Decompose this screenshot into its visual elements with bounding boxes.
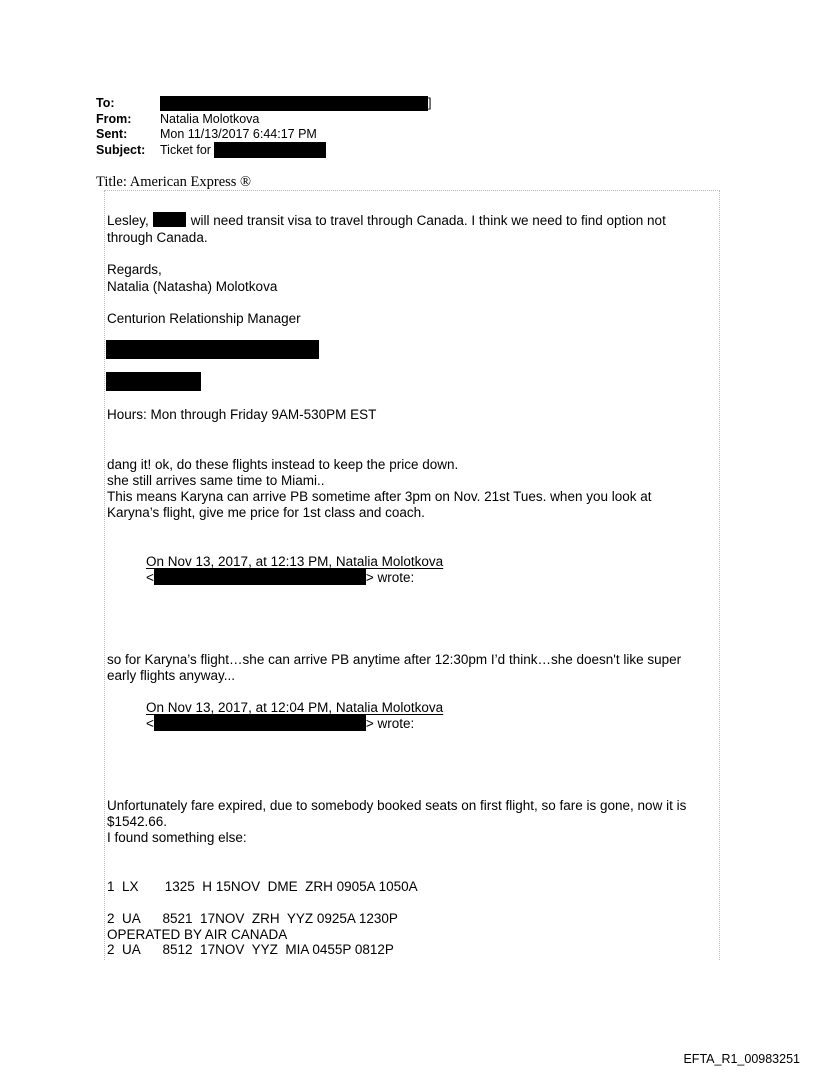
quote-1-lt: < [146,570,154,585]
quote-1-email-redaction [154,569,366,585]
body-line-1-rest: will need transit visa to travel through Canada. I think we need to find option not [190,213,666,228]
greeting: Lesley, [107,213,149,228]
operated-by: OPERATED BY AIR CANADA [107,927,288,942]
fare-line-1: Unfortunately fare expired, due to somebody booked seats on first flight, so fare is gone, now it is [107,798,687,813]
flight-1: 1 LX 1325 H 15NOV DME ZRH 0905A 1050A [107,879,418,894]
document-id: EFTA_R1_00983251 [683,1052,800,1066]
subject-value: Ticket for [160,142,211,157]
document-title: Title: American Express ® [96,174,252,190]
quote-1-header: On Nov 13, 2017, at 12:13 PM, Natalia Molotkova [146,554,444,569]
reply-1-line-3: This means Karyna can arrive PB sometime after 3pm on Nov. 21st Tues. when you look at [107,489,652,504]
quote-2-wrote: > wrote: [365,716,415,731]
quote-2-lt: < [146,716,154,731]
to-redaction [160,96,428,111]
flight-2: 2 UA 8521 17NOV ZRH YYZ 0925A 1230P [107,911,398,926]
quote-1-wrote: > wrote: [365,570,415,585]
fare-line-3: I found something else: [107,830,247,845]
sent-label: Sent: [96,127,128,141]
reply-1-line-4: Karyna’s flight, give me price for 1st class and coach. [107,505,425,520]
body-line-2: through Canada. [107,230,208,245]
subject-label: Subject: [96,142,146,157]
subject-redaction [214,142,326,158]
reply-2-line-2: early flights anyway... [107,668,236,683]
sent-row [96,127,431,143]
reply-1-line-1: dang it! ok, do these flights instead to keep the price down. [107,457,459,472]
email-header [96,96,431,158]
contact-redaction-1 [106,340,319,359]
to-row [96,96,431,112]
to-trailing: ] [428,96,432,110]
fare-line-2: $1542.66. [107,814,168,829]
signature-title: Centurion Relationship Manager [107,311,301,326]
contact-redaction-2 [106,372,201,391]
reply-2-line-1: so for Karyna’s flight…she can arrive PB anytime after 12:30pm I’d think…she doesn't like super [107,652,682,667]
to-label: To: [96,96,115,110]
flight-3: 2 UA 8512 17NOV YYZ MIA 0455P 0812P [107,942,394,957]
regards: Regards, [107,262,162,277]
quote-2-email-redaction [154,715,366,731]
hours: Hours: Mon through Friday 9AM-530PM EST [107,407,377,422]
from-value: Natalia Molotkova [160,111,260,126]
quote-1-email-line [146,569,414,586]
signature-name: Natalia (Natasha) Molotkova [107,279,278,294]
from-label: From: [96,111,132,126]
subject-row [96,143,431,159]
body-line-1 [107,212,666,229]
from-row [96,112,431,128]
reply-1-line-2: she still arrives same time to Miami.. [107,473,325,488]
sent-value: Mon 11/13/2017 6:44:17 PM [160,127,317,141]
quote-2-header: On Nov 13, 2017, at 12:04 PM, Natalia Molotkova [146,700,444,715]
inline-redaction [153,212,186,227]
quote-2-email-line [146,715,414,732]
